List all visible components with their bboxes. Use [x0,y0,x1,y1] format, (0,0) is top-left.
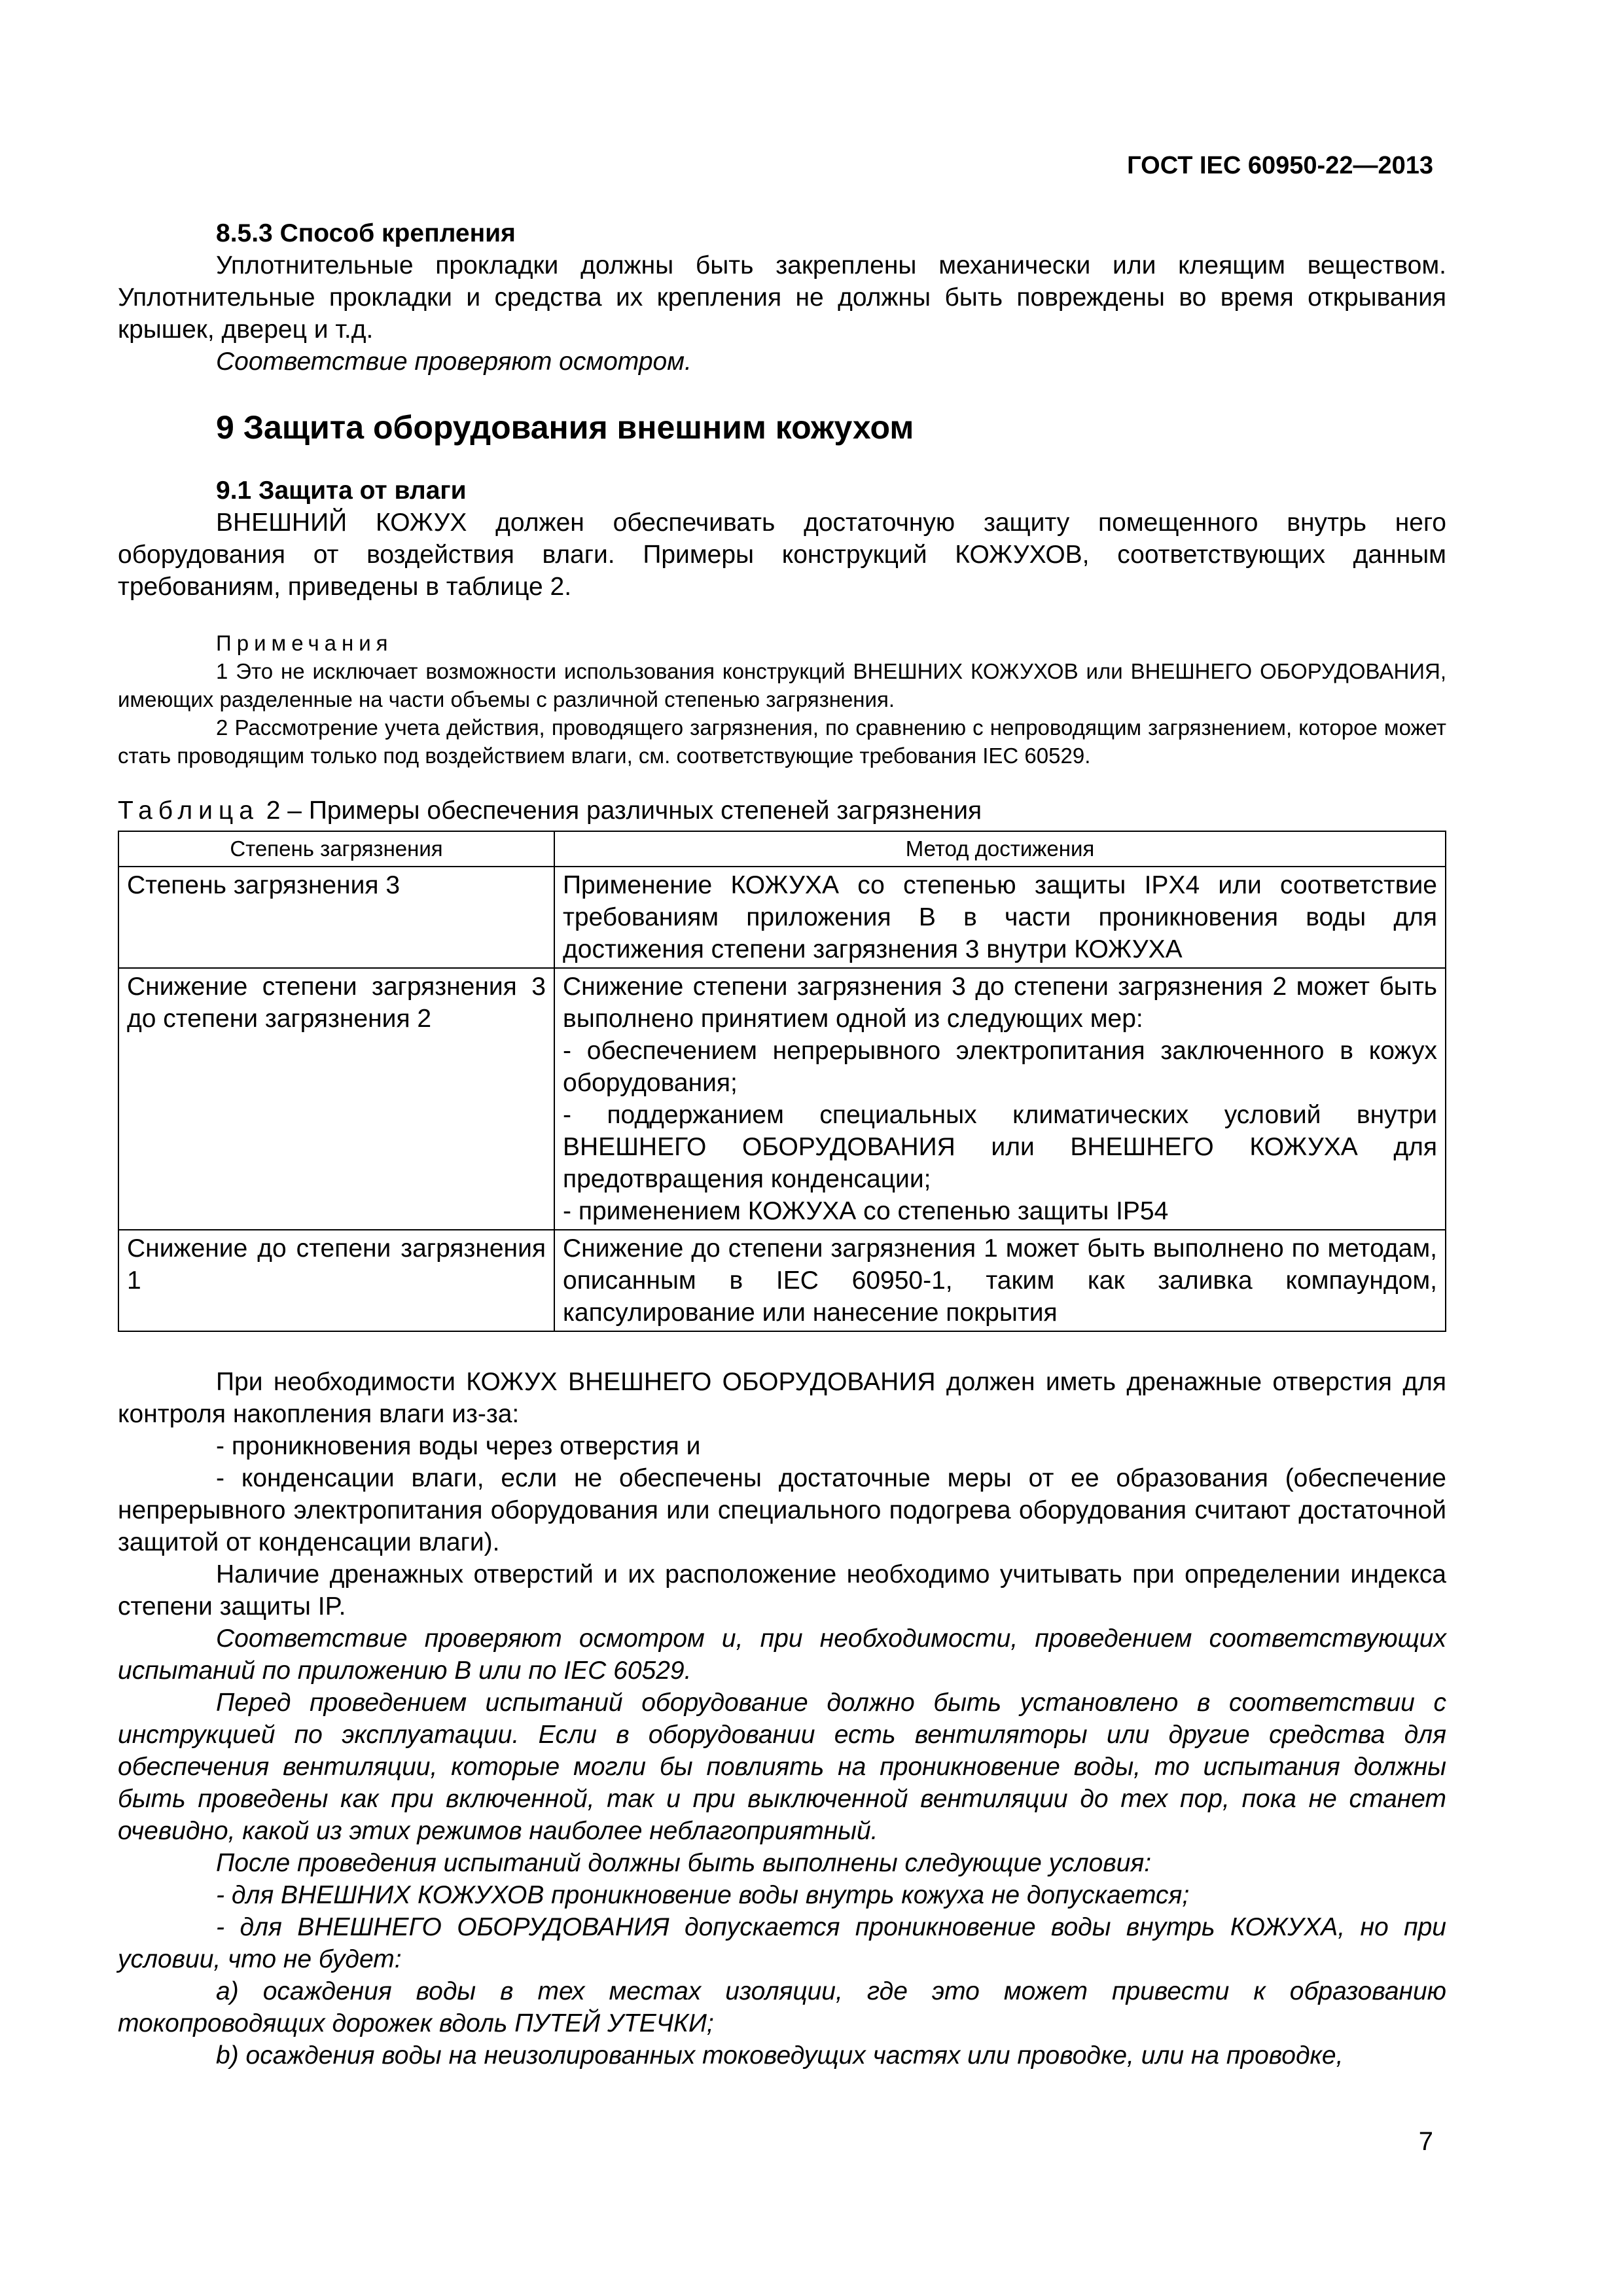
table-row [118,867,1446,968]
condition-item: a) осаждения воды в тех местах изоляции, где это может привести к образованию токопроводящих дорожек вдоль ПУТЕЙ УТЕЧКИ; [118,1977,1446,2037]
table-header: Метод достижения [554,831,1446,867]
main-text [118,217,1446,2072]
condition-item: - для ВНЕШНЕГО ОБОРУДОВАНИЯ допускается проникновение воды внутрь КОЖУХА, но при условии, что не будет: [118,1913,1446,1973]
table-caption-word: Таблица [118,797,259,825]
condition-item: b) осаждения воды на неизолированных токоведущих частях или проводке, или на проводке, [216,2041,1344,2070]
condition-item: - для ВНЕШНИХ КОЖУХОВ проникновение воды внутрь кожуха не допускается; [216,1881,1190,1909]
method-line: Снижение степени загрязнения 3 до степени загрязнения 2 может быть выполнено принятием одной из следующих мер: [563,973,1437,1033]
test-paragraph: Перед проведением испытаний оборудование должно быть установлено в соответствии с инструкцией по эксплуатации. Если в оборудовании есть вентиляторы или другие средства для обеспечения вентиляции, которые могли бы повлиять на проникновение воды, то испытания должны быть проведены как при включенной, так и при выключенной вентиляции до тех пор, пока не станет очевидно, какой из этих режимов наиболее неблагоприятный. [118,1689,1446,1845]
test-paragraph: После проведения испытаний должны быть выполнены следующие условия: [216,1849,1152,1877]
paragraph: ВНЕШНИЙ КОЖУХ должен обеспечивать достаточную защиту помещенного внутрь него оборудования от воздействия влаги. Примеры конструкций КОЖУХОВ, соответствующих данным требованиям, приведены в таблице 2. [118,509,1446,601]
table-cell-method [554,867,1446,968]
compliance-note: Соответствие проверяют осмотром и, при необходимости, проведением соответствующих испытаний по приложению В или по IEC 60529. [118,1624,1446,1685]
page-number: 7 [1418,2127,1433,2156]
table-cell-method [554,968,1446,1230]
notes-label: Примечания [216,631,393,655]
list-item: - проникновения воды через отверстия и [216,1432,701,1460]
table-caption-text: 2 – Примеры обеспечения различных степеней загрязнения [266,797,982,825]
compliance-note: Соответствие проверяют осмотром. [216,348,692,376]
table-cell-degree: Степень загрязнения 3 [118,867,554,968]
section-8-5-3-heading: 8.5.3 Способ крепления [216,219,516,247]
method-line: Снижение до степени загрязнения 1 может быть выполнено по методам, описанным в IEC 60950-1, таким как заливка компаундом, капсулирование или нанесение покрытия [563,1234,1437,1327]
table-row [118,1230,1446,1331]
table-cell-degree: Снижение степени загрязнения 3 до степени загрязнения 2 [118,968,554,1230]
list-item: - конденсации влаги, если не обеспечены достаточные меры от ее образования (обеспечение непрерывного электропитания оборудования или специального подогрева оборудования считают достаточной защитой от конденсации влаги). [118,1464,1446,1556]
method-line: Применение КОЖУХА со степенью защиты IPX4 или соответствие требованиям приложения В в части проникновения воды для достижения степени загрязнения 3 внутри КОЖУХА [563,871,1437,963]
body-after-table [118,1366,1446,2072]
paragraph: При необходимости КОЖУХ ВНЕШНЕГО ОБОРУДОВАНИЯ должен иметь дренажные отверстия для контроля накопления влаги из-за: [118,1368,1446,1428]
method-line: - обеспечением непрерывного электропитания заключенного в кожух оборудования; [563,1037,1437,1097]
note-1: 1 Это не исключает возможности использования конструкций ВНЕШНИХ КОЖУХОВ или ВНЕШНЕГО ОБОРУДОВАНИЯ, имеющих разделенные на части объемы с различной степенью загрязнения. [118,659,1446,711]
notes-block [118,629,1446,770]
table-cell-method [554,1230,1446,1331]
table-header: Степень загрязнения [118,831,554,867]
table-header-row [118,831,1446,867]
standard-designation: ГОСТ IEC 60950-22—2013 [1127,152,1433,179]
table-caption [118,795,1446,827]
method-line: - поддержанием специальных климатических условий внутри ВНЕШНЕГО ОБОРУДОВАНИЯ или ВНЕШНЕГО КОЖУХА для предотвращения конденсации; [563,1101,1437,1193]
paragraph: Наличие дренажных отверстий и их расположение необходимо учитывать при определении индекса степени защиты IP. [118,1560,1446,1621]
table-row [118,968,1446,1230]
section-9-1-heading: 9.1 Защита от влаги [216,476,467,505]
table-cell-degree: Снижение до степени загрязнения 1 [118,1230,554,1331]
section-9-heading: 9 Защита оборудования внешним кожухом [216,409,914,446]
note-2: 2 Рассмотрение учета действия, проводящего загрязнения, по сравнению с непроводящим загрязнением, которое может стать проводящим только под воздействием влаги, см. соответствующие требования IEC 60529. [118,715,1446,768]
paragraph: Уплотнительные прокладки должны быть закреплены механически или клеящим веществом. Уплотнительные прокладки и средства их крепления не должны быть повреждены во время открывания крышек, дверец и т.д. [118,251,1446,344]
method-line: - применением КОЖУХА со степенью защиты IP54 [563,1197,1169,1225]
pollution-degree-table [118,831,1446,1332]
